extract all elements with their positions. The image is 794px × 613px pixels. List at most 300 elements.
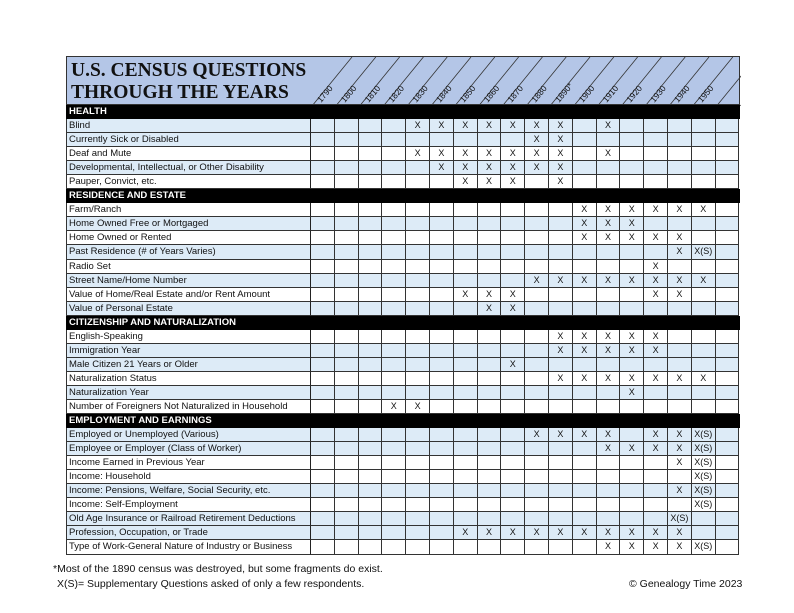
year-header: 1890* xyxy=(552,80,575,105)
year-cell xyxy=(549,217,573,231)
question-label: Number of Foreigners Not Naturalized in Household xyxy=(66,400,311,414)
year-cell xyxy=(573,498,597,512)
year-cell xyxy=(692,344,716,358)
year-cell xyxy=(359,245,383,259)
year-cell xyxy=(692,175,716,189)
year-cell xyxy=(382,260,406,274)
year-cell xyxy=(549,386,573,400)
year-cell xyxy=(597,288,621,302)
year-cell xyxy=(359,161,383,175)
year-cell xyxy=(620,119,644,133)
year-cell xyxy=(620,456,644,470)
year-cell: X xyxy=(668,540,692,554)
year-cell xyxy=(573,260,597,274)
year-cell xyxy=(454,428,478,442)
year-cell xyxy=(335,260,359,274)
table-row xyxy=(66,133,740,147)
year-cell: X xyxy=(478,175,502,189)
year-cell: X xyxy=(597,119,621,133)
year-cell xyxy=(406,540,430,554)
year-cell xyxy=(359,372,383,386)
year-cell: X(S) xyxy=(692,498,716,512)
title-line: THROUGH THE YEARS xyxy=(71,82,289,103)
year-header: 1860 xyxy=(481,83,502,105)
year-cell xyxy=(454,330,478,344)
year-cell xyxy=(406,260,430,274)
year-cell xyxy=(573,288,597,302)
table-row xyxy=(66,175,740,189)
year-cell xyxy=(549,358,573,372)
year-cell xyxy=(311,203,335,217)
year-cell xyxy=(597,260,621,274)
question-label: Naturalization Status xyxy=(66,372,311,386)
year-cell xyxy=(478,428,502,442)
year-cell: X xyxy=(501,288,525,302)
year-cell xyxy=(644,133,668,147)
year-cell xyxy=(430,245,454,259)
year-cell: X xyxy=(597,540,621,554)
year-cell xyxy=(382,540,406,554)
year-cell xyxy=(382,147,406,161)
year-cell xyxy=(644,456,668,470)
year-cell xyxy=(430,428,454,442)
year-cell: X xyxy=(597,231,621,245)
year-cell xyxy=(359,217,383,231)
year-cell xyxy=(620,288,644,302)
year-cell xyxy=(359,484,383,498)
year-cell xyxy=(668,302,692,316)
question-label: Income Earned in Previous Year xyxy=(66,456,311,470)
table-row xyxy=(66,512,740,526)
year-cell xyxy=(359,147,383,161)
year-cell xyxy=(382,245,406,259)
year-cell xyxy=(430,498,454,512)
year-cell xyxy=(644,119,668,133)
year-cell xyxy=(549,302,573,316)
section-header: EMPLOYMENT AND EARNINGS xyxy=(66,414,740,428)
section-header: CITIZENSHIP AND NATURALIZATION xyxy=(66,316,740,330)
year-cell xyxy=(382,526,406,540)
year-cell xyxy=(525,470,549,484)
year-cell: X xyxy=(525,526,549,540)
year-cell xyxy=(335,119,359,133)
year-cell xyxy=(620,175,644,189)
table-row xyxy=(66,274,740,288)
year-header: 1910 xyxy=(600,83,621,105)
year-cell: X xyxy=(668,245,692,259)
year-cell: X xyxy=(573,344,597,358)
year-cell xyxy=(311,540,335,554)
year-cell xyxy=(620,498,644,512)
year-cell xyxy=(478,400,502,414)
year-header: 1840 xyxy=(433,83,454,105)
year-cell: X xyxy=(382,400,406,414)
year-cell: X xyxy=(549,344,573,358)
table-row xyxy=(66,260,740,274)
year-cell xyxy=(716,260,740,274)
year-cell xyxy=(525,302,549,316)
year-cell xyxy=(716,175,740,189)
year-cell xyxy=(716,512,740,526)
year-cell xyxy=(406,274,430,288)
year-cell xyxy=(430,175,454,189)
question-label: Past Residence (# of Years Varies) xyxy=(66,245,311,259)
year-cell xyxy=(430,456,454,470)
section-header: RESIDENCE AND ESTATE xyxy=(66,189,740,203)
year-cell xyxy=(478,245,502,259)
year-header: 1900 xyxy=(576,83,597,105)
year-cell xyxy=(573,358,597,372)
year-cell xyxy=(716,358,740,372)
year-cell xyxy=(335,442,359,456)
year-cell xyxy=(382,470,406,484)
table-row xyxy=(66,400,740,414)
year-cell xyxy=(573,540,597,554)
question-label: Employed or Unemployed (Various) xyxy=(66,428,311,442)
year-cell xyxy=(406,175,430,189)
year-cell xyxy=(382,161,406,175)
year-cell xyxy=(359,442,383,456)
year-cell xyxy=(573,442,597,456)
year-cell xyxy=(644,161,668,175)
year-cell xyxy=(430,372,454,386)
year-header: 1870 xyxy=(505,83,526,105)
year-cell xyxy=(382,428,406,442)
year-cell: X xyxy=(644,428,668,442)
year-cell: X xyxy=(620,330,644,344)
year-cell: X xyxy=(620,526,644,540)
year-cell xyxy=(716,526,740,540)
question-label: Street Name/Home Number xyxy=(66,274,311,288)
year-cell: X xyxy=(668,274,692,288)
year-cell xyxy=(597,400,621,414)
year-cell xyxy=(668,217,692,231)
year-cell: X xyxy=(668,456,692,470)
year-cell xyxy=(692,119,716,133)
year-cell: X xyxy=(573,330,597,344)
title-line: U.S. CENSUS QUESTIONS xyxy=(71,60,307,81)
year-header: 1930 xyxy=(648,83,668,105)
year-cell xyxy=(692,217,716,231)
year-cell xyxy=(311,512,335,526)
year-cell xyxy=(716,133,740,147)
year-cell xyxy=(644,217,668,231)
year-cell xyxy=(454,386,478,400)
year-cell xyxy=(501,484,525,498)
year-cell xyxy=(716,442,740,456)
year-cell xyxy=(525,442,549,456)
year-cell: X xyxy=(692,203,716,217)
year-cell xyxy=(501,442,525,456)
year-cell: X xyxy=(430,147,454,161)
year-cell: X xyxy=(406,147,430,161)
year-cell: X xyxy=(549,147,573,161)
year-cell xyxy=(501,470,525,484)
year-cell xyxy=(501,133,525,147)
year-cell: X xyxy=(668,484,692,498)
year-cell: X xyxy=(549,119,573,133)
question-label: Value of Home/Real Estate and/or Rent Amount xyxy=(66,288,311,302)
year-cell: X xyxy=(549,330,573,344)
year-cell xyxy=(454,260,478,274)
year-cell xyxy=(311,400,335,414)
question-label: English-Speaking xyxy=(66,330,311,344)
year-cell: X xyxy=(620,203,644,217)
year-cell xyxy=(716,498,740,512)
table-row xyxy=(66,526,740,540)
year-cell: X xyxy=(454,175,478,189)
year-cell xyxy=(311,470,335,484)
table-row xyxy=(66,540,740,554)
year-cell xyxy=(668,358,692,372)
year-cell: X xyxy=(597,147,621,161)
table-row xyxy=(66,161,740,175)
year-cell: X(S) xyxy=(692,442,716,456)
year-cell xyxy=(406,428,430,442)
year-cell xyxy=(692,526,716,540)
year-cell: X xyxy=(549,526,573,540)
year-cell xyxy=(359,344,383,358)
year-cell xyxy=(573,302,597,316)
year-cell xyxy=(454,245,478,259)
year-cell xyxy=(430,540,454,554)
year-cell xyxy=(573,133,597,147)
year-cell: X xyxy=(549,428,573,442)
year-cell xyxy=(501,260,525,274)
year-header: 1790 xyxy=(314,83,335,105)
year-cell xyxy=(597,175,621,189)
year-cell xyxy=(668,260,692,274)
question-label: Home Owned or Rented xyxy=(66,231,311,245)
year-header: 1830 xyxy=(410,83,430,105)
footnote-1890: *Most of the 1890 census was destroyed, but some fragments do exist. xyxy=(53,563,383,575)
year-cell xyxy=(573,484,597,498)
year-cell xyxy=(478,442,502,456)
question-label: Male Citizen 21 Years or Older xyxy=(66,358,311,372)
year-cell: X xyxy=(668,288,692,302)
year-cell xyxy=(525,498,549,512)
year-cell xyxy=(311,161,335,175)
year-cell xyxy=(716,231,740,245)
year-cell: X xyxy=(573,217,597,231)
year-cell xyxy=(668,119,692,133)
year-cell xyxy=(620,484,644,498)
year-cell xyxy=(525,288,549,302)
year-cell xyxy=(501,386,525,400)
year-cell xyxy=(430,386,454,400)
year-cell xyxy=(335,540,359,554)
year-cell xyxy=(525,175,549,189)
year-cell xyxy=(406,344,430,358)
year-cell xyxy=(668,470,692,484)
year-cell xyxy=(430,400,454,414)
year-cell xyxy=(311,526,335,540)
year-cell xyxy=(335,274,359,288)
year-cell xyxy=(597,498,621,512)
year-cell xyxy=(359,288,383,302)
year-cell xyxy=(359,302,383,316)
year-cell xyxy=(525,386,549,400)
year-cell: X xyxy=(406,119,430,133)
year-cell xyxy=(406,526,430,540)
year-cell xyxy=(501,456,525,470)
year-cell: X xyxy=(620,344,644,358)
year-cell: X xyxy=(597,428,621,442)
year-cell xyxy=(525,358,549,372)
year-cell xyxy=(525,330,549,344)
table-row xyxy=(66,119,740,133)
year-cell: X xyxy=(478,302,502,316)
year-cell: X xyxy=(644,288,668,302)
year-cell xyxy=(525,456,549,470)
year-cell xyxy=(311,245,335,259)
year-cell xyxy=(430,470,454,484)
year-cell xyxy=(668,400,692,414)
year-cell xyxy=(382,175,406,189)
year-cell xyxy=(335,302,359,316)
year-cell xyxy=(716,344,740,358)
year-cell xyxy=(573,470,597,484)
year-cell xyxy=(597,358,621,372)
year-cell: X xyxy=(644,344,668,358)
year-cell xyxy=(620,260,644,274)
year-cell xyxy=(525,372,549,386)
year-cell xyxy=(501,372,525,386)
year-cell xyxy=(359,386,383,400)
year-header: 1810 xyxy=(362,83,383,105)
year-cell xyxy=(478,512,502,526)
year-cell: X xyxy=(620,386,644,400)
year-cell xyxy=(644,512,668,526)
year-cell xyxy=(716,288,740,302)
year-cell: X xyxy=(478,161,502,175)
year-cell xyxy=(549,400,573,414)
year-cell xyxy=(478,540,502,554)
year-cell xyxy=(359,330,383,344)
year-cell xyxy=(406,133,430,147)
year-cell xyxy=(454,442,478,456)
year-cell xyxy=(525,203,549,217)
table-row xyxy=(66,456,740,470)
year-cell: X xyxy=(597,372,621,386)
year-cell xyxy=(311,358,335,372)
year-cell xyxy=(382,274,406,288)
table-row xyxy=(66,484,740,498)
year-cell xyxy=(620,470,644,484)
question-label: Income: Household xyxy=(66,470,311,484)
year-cell xyxy=(668,147,692,161)
year-cell xyxy=(406,231,430,245)
year-cell xyxy=(692,288,716,302)
table-row xyxy=(66,386,740,400)
year-header: 1950 xyxy=(695,83,716,105)
year-cell xyxy=(335,484,359,498)
year-cell xyxy=(716,119,740,133)
year-cell: X xyxy=(501,302,525,316)
year-cell xyxy=(573,400,597,414)
year-cell: X xyxy=(525,274,549,288)
year-cell xyxy=(501,344,525,358)
table-row xyxy=(66,203,740,217)
year-cell xyxy=(382,442,406,456)
year-cell xyxy=(335,526,359,540)
year-cell xyxy=(430,217,454,231)
year-cell xyxy=(359,119,383,133)
year-cell: X xyxy=(597,344,621,358)
table-row xyxy=(66,231,740,245)
year-cell xyxy=(549,484,573,498)
year-cell: X(S) xyxy=(692,245,716,259)
year-cell xyxy=(478,217,502,231)
year-cell xyxy=(668,161,692,175)
year-cell: X xyxy=(620,442,644,456)
year-cell xyxy=(692,302,716,316)
year-cell xyxy=(478,260,502,274)
year-cell xyxy=(620,147,644,161)
year-cell xyxy=(501,245,525,259)
year-cell xyxy=(359,274,383,288)
year-cell: X xyxy=(597,526,621,540)
table-body xyxy=(66,105,740,555)
table-row xyxy=(66,344,740,358)
year-cell xyxy=(335,161,359,175)
year-cell xyxy=(382,133,406,147)
year-cell xyxy=(406,245,430,259)
year-cell: X(S) xyxy=(692,470,716,484)
year-cell: X xyxy=(644,540,668,554)
year-cell: X xyxy=(501,161,525,175)
year-cell xyxy=(620,358,644,372)
year-cell xyxy=(525,400,549,414)
year-cell xyxy=(478,203,502,217)
year-cell xyxy=(311,119,335,133)
year-cell xyxy=(454,540,478,554)
table-row xyxy=(66,147,740,161)
year-cell xyxy=(478,498,502,512)
year-cell: X xyxy=(692,274,716,288)
year-cell xyxy=(501,512,525,526)
table-header xyxy=(66,56,740,105)
year-cell xyxy=(335,133,359,147)
year-cell xyxy=(382,288,406,302)
year-cell: X xyxy=(430,119,454,133)
year-cell xyxy=(501,231,525,245)
year-cell xyxy=(716,274,740,288)
table-row xyxy=(66,330,740,344)
year-cell xyxy=(668,133,692,147)
year-cell xyxy=(311,302,335,316)
year-header: 1850 xyxy=(457,83,478,105)
year-cell xyxy=(311,344,335,358)
question-label: Employee or Employer (Class of Worker) xyxy=(66,442,311,456)
year-cell xyxy=(501,217,525,231)
year-cell: X xyxy=(406,400,430,414)
year-cell xyxy=(359,358,383,372)
year-cell xyxy=(525,344,549,358)
table-row xyxy=(66,288,740,302)
year-cell xyxy=(454,133,478,147)
year-cell xyxy=(454,456,478,470)
year-cell xyxy=(501,274,525,288)
year-cell xyxy=(525,231,549,245)
year-cell: X xyxy=(525,161,549,175)
year-cell xyxy=(668,175,692,189)
year-cell: X xyxy=(644,260,668,274)
question-label: Old Age Insurance or Railroad Retirement Deductions xyxy=(66,512,311,526)
year-cell xyxy=(620,245,644,259)
year-cell xyxy=(716,428,740,442)
year-cell xyxy=(335,358,359,372)
